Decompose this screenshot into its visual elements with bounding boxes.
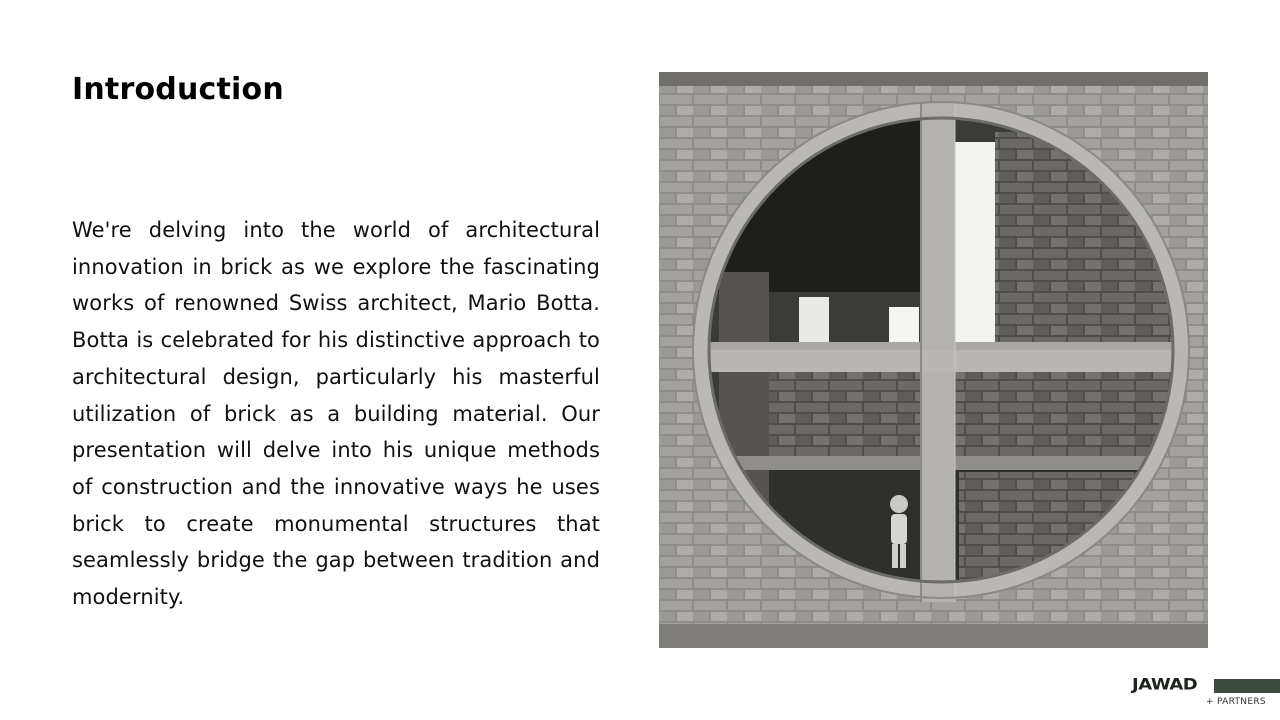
logo-tagline: + PARTNERS <box>1206 697 1266 707</box>
logo-wordmark: JAWAD <box>1132 675 1198 694</box>
architecture-photo <box>659 72 1208 648</box>
logo-bar <box>1214 679 1280 693</box>
company-logo <box>1132 676 1280 712</box>
slide-title: Introduction <box>72 72 284 107</box>
intro-paragraph: We're delving into the world of architectural innovation in brick as we explore the fascinating works of renowned Swiss architect, Mario Botta. Botta is celebrated for his distinctive approach to architectural design, particularly his masterful utilization of brick as a building material. Our presentation will delve into his unique methods of construction and the innovative ways he uses brick to create monumental structures that seamlessly bridge the gap between tradition and modernity. <box>72 218 600 610</box>
